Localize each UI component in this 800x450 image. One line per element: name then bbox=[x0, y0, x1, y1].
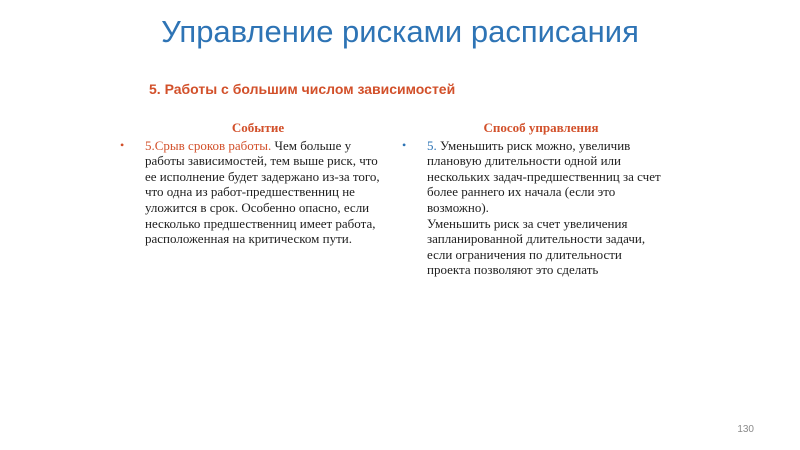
bullet-icon: • bbox=[120, 137, 125, 152]
management-lead: 5. bbox=[427, 137, 437, 153]
slide-subtitle: 5. Работы с большим числом зависимостей bbox=[149, 81, 456, 97]
management-body-part2: Уменьшить риск за счет увеличения запланированной длительности задачи, если ограничения по длительности проекта позволяют это сделать bbox=[427, 215, 646, 278]
event-lead: 5.Срыв сроков работы. bbox=[145, 137, 272, 153]
event-description bbox=[145, 138, 388, 247]
event-column bbox=[120, 120, 388, 247]
slide-title: Управление рисками расписания bbox=[161, 14, 639, 49]
management-column bbox=[402, 120, 666, 278]
management-body-part1: Уменьшить риск можно, увеличив плановую длительности одной или нескольких задач-предшественниц за счет более раннего их начала (если это возможно). bbox=[427, 137, 661, 215]
page-number: 130 bbox=[737, 424, 754, 435]
event-column-heading: Событие bbox=[231, 120, 285, 135]
management-column-heading: Способ управления bbox=[483, 120, 599, 135]
bullet-icon: • bbox=[402, 137, 407, 152]
event-bullet-item bbox=[120, 138, 388, 247]
event-body: Чем больше у работы зависимостей, тем выше риск, что ее исполнение будет задержано из-за того, что одна из работ-предшественниц не уложится в срок. Особенно опасно, если несколько предшественниц имеет работа, расположенная на критическом пути. bbox=[145, 137, 380, 247]
management-description bbox=[427, 138, 666, 278]
management-bullet-item bbox=[402, 138, 666, 278]
